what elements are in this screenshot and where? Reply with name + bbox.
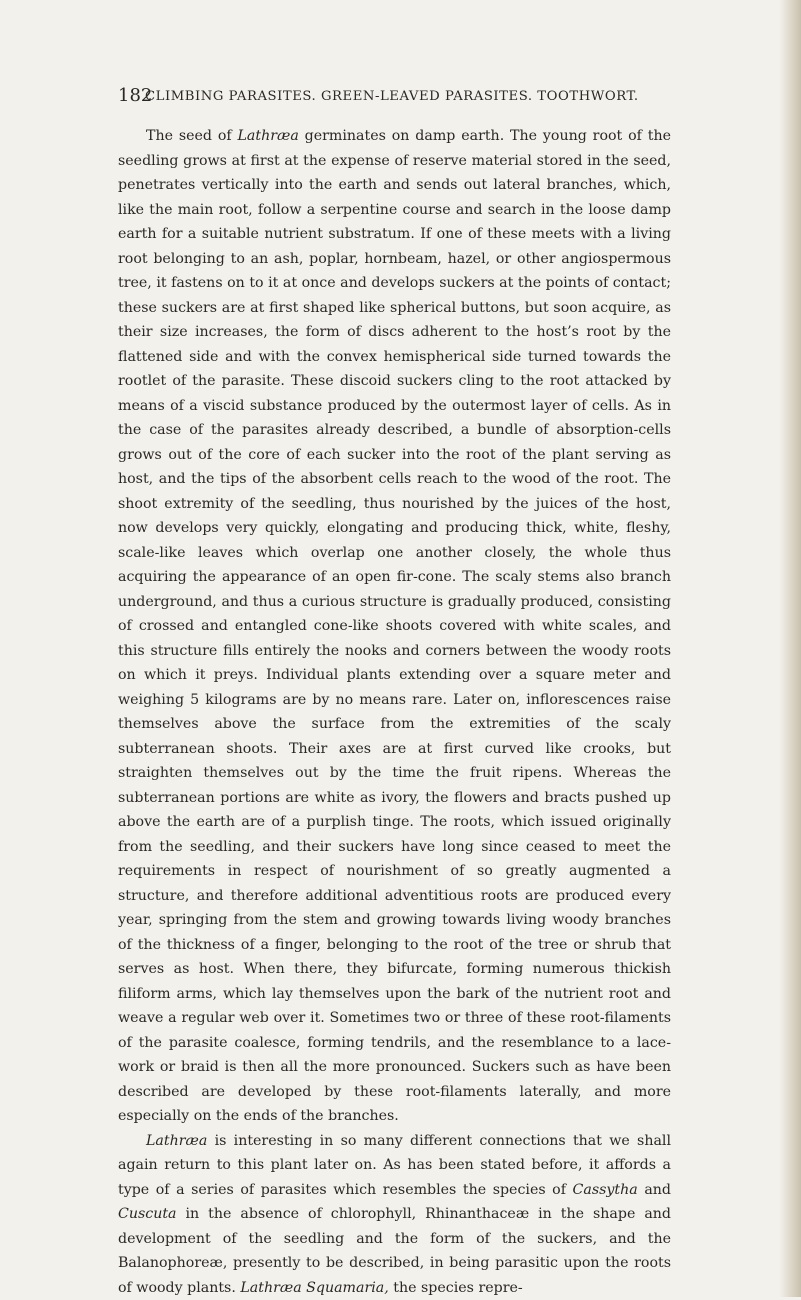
italic-segment: Lathræa — [146, 1133, 207, 1149]
text-segment: the species repre- — [389, 1280, 523, 1296]
running-header — [118, 85, 688, 107]
paragraph — [118, 124, 671, 1129]
page-edge-shadow — [779, 0, 801, 1297]
italic-segment: Lathræa — [238, 128, 299, 144]
italic-segment: Cassytha — [573, 1182, 638, 1198]
italic-segment: Lathræa Squamaria, — [240, 1280, 388, 1296]
text-segment: is interesting in so many different connections that we shall again return to this plant later on. As has been stated before, it affords a type of a series of parasites which resembles the species of — [118, 1133, 671, 1198]
page-number: 182 — [118, 85, 152, 107]
running-title: CLIMBING PARASITES. GREEN-LEAVED PARASITES. TOOTHWORT. — [145, 88, 639, 106]
italic-segment: Cuscuta — [118, 1206, 177, 1222]
text-segment: in the absence of chlorophyll, Rhinanthaceæ in the shape and development of the seedling and the form of the suckers, and the Balanophoreæ, presently to be described, in being parasitic upon the roots of woody plants. — [118, 1206, 671, 1296]
text-segment: germinates on damp earth. The young root of the seedling grows at first at the expense of reserve material stored in the seed, penetrates vertically into the earth and sends out lateral branches, which, like the main root, follow a serpentine course and search in the loose damp earth for a suitable nutrient substratum. If one of these meets with a living root belonging to an ash, poplar, hornbeam, hazel, or other angiospermous tree, it fastens on to it at once and develops suckers at the points of contact; these suckers are at first shaped like spherical buttons, but soon acquire, as their size increases, the form of discs adherent to the host’s root by the flattened side and with the convex hemispherical side turned towards the rootlet of the parasite. These discoid suckers cling to the root attacked by means of a viscid substance produced by the outermost layer of cells. As in the case of the parasites already described, a bundle of absorption-cells grows out of the core of each sucker into the root of the plant serving as host, and the tips of the absorbent cells reach to the wood of the root. The shoot extremity of the seedling, thus nourished by the juices of the host, now develops very quickly, elongating and producing thick, white, fleshy, scale-like leaves which overlap one another closely, the whole thus acquiring the appearance of an open fir-cone. The scaly stems also branch underground, and thus a curious structure is gradually produced, consisting of crossed and entangled cone-like shoots covered with white scales, and this structure fills entirely the nooks and corners between the woody roots on which it preys. Individual plants extending over a square meter and weighing 5 kilograms are by no means rare. Later on, inflorescences raise themselves above the surface from the extremities of the scaly subterranean shoots. Their axes are at first curved like crooks, but straighten themselves out by the time the fruit ripens. Whereas the subterranean portions are white as ivory, the flowers and bracts pushed up above the earth are of a purplish tinge. The roots, which issued originally from the seedling, and their suckers have long since ceased to meet the requirements in respect of nourishment of so greatly augmented a structure, and therefore additional adventitious roots are produced every year, springing from the stem and growing towards living woody branches of the thickness of a finger, belonging to the root of the tree or shrub that serves as host. When there, they bifurcate, forming numerous thickish filiform arms, which lay themselves upon the bark of the nutrient root and weave a regular web over it. Sometimes two or three of these root-filaments of the parasite coalesce, forming tendrils, and the resemblance to a lace-work or braid is then all the more pronounced. Suckers such as have been described are developed by these root-filaments laterally, and more especially on the ends of the branches. — [118, 128, 671, 1124]
text-segment: and — [638, 1182, 671, 1198]
text-segment: The seed of — [146, 128, 238, 144]
paragraph — [118, 1129, 671, 1300]
body-text — [118, 124, 671, 1300]
